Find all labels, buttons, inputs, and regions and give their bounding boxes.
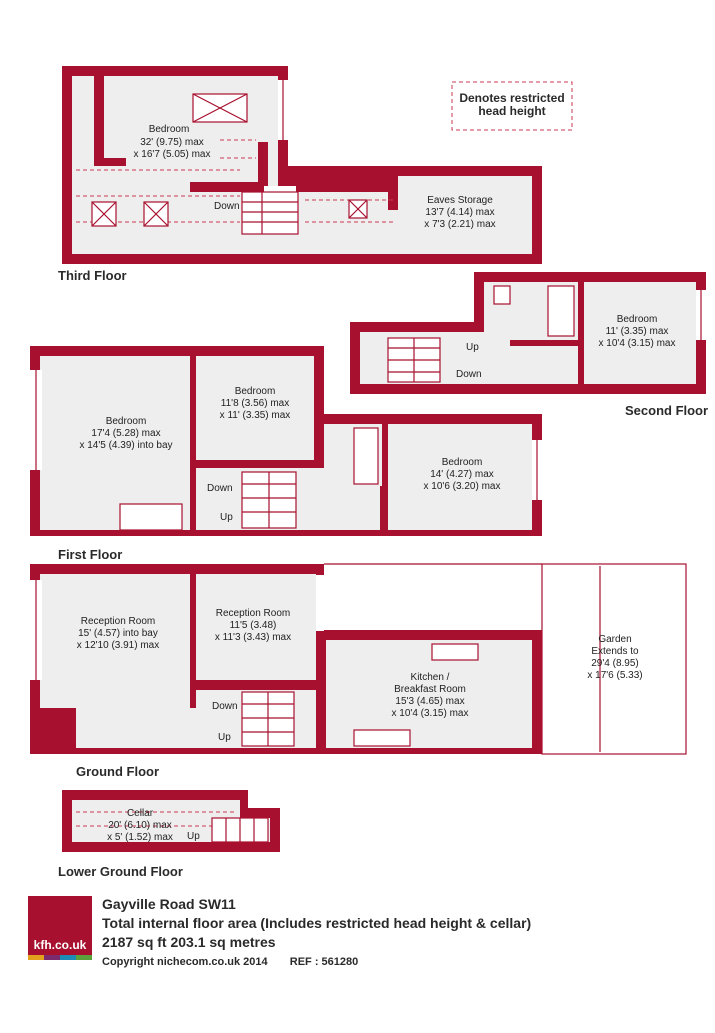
logo-bar-2 (44, 955, 60, 960)
cellar-name: Cellar (126, 808, 154, 819)
cellar-dim2: x 5' (1.52) max (107, 832, 173, 843)
first-bedroom2-dim1: 11'8 (3.56) max (220, 398, 290, 409)
ground-floor-plan (30, 564, 686, 754)
second-bedroom-name: Bedroom (616, 314, 658, 325)
first-bedroom1-dim1: 17'4 (5.28) max (91, 428, 161, 439)
eaves-dim2: x 7'3 (2.21) max (424, 219, 496, 230)
first-bedroom3-dim1: 14' (4.27) max (430, 469, 494, 480)
second-floor-title: Second Floor (625, 403, 709, 418)
ground-down-label: Down (212, 701, 238, 712)
first-bedroom1-name: Bedroom (105, 416, 147, 427)
kitchen-dim1: 15'3 (4.65) max (395, 696, 465, 707)
first-bedroom1-dim2: x 14'5 (4.39) into bay (79, 440, 173, 451)
first-up-label: Up (220, 512, 233, 523)
logo-bar-4 (76, 955, 92, 960)
ground-reception1-dim1: 15' (4.57) into bay (78, 628, 158, 639)
second-bedroom-dim1: 11' (3.35) max (605, 326, 669, 337)
third-bedroom-dim2: x 16'7 (5.05) max (133, 149, 211, 160)
lower-up-label: Up (187, 831, 200, 842)
second-up-label: Up (466, 342, 479, 353)
legend-line1: Denotes restricted (459, 91, 565, 105)
area-value: 2187 sq ft 203.1 sq metres (102, 934, 276, 950)
third-bedroom-dim1: 32' (9.75) max (140, 137, 204, 148)
lower-ground-floor-title: Lower Ground Floor (58, 864, 183, 879)
legend-line2: head height (478, 104, 546, 118)
kitchen-name2: Breakfast Room (394, 684, 466, 695)
first-bedroom3-dim2: x 10'6 (3.20) max (423, 481, 501, 492)
reference: REF : 561280 (289, 956, 359, 968)
copyright: Copyright nichecom.co.uk 2014 (102, 956, 268, 968)
property-address: Gayville Road SW11 (102, 896, 236, 912)
logo-text: kfh.co.uk (33, 938, 87, 952)
garden-dim1: 29'4 (8.95) (591, 658, 639, 669)
kfh-logo[interactable] (28, 896, 92, 960)
first-bedroom2-dim2: x 11' (3.35) max (219, 410, 291, 421)
ground-reception2-dim1: 11'5 (3.48) (229, 620, 277, 631)
first-bedroom2-name: Bedroom (234, 386, 276, 397)
copyright-line (102, 956, 358, 968)
area-note: Total internal floor area (Includes restricted head height & cellar) (102, 915, 532, 931)
garden-dim2: x 17'6 (5.33) (587, 670, 643, 681)
third-floor-title: Third Floor (58, 268, 127, 283)
eaves-name: Eaves Storage (427, 195, 493, 206)
garden-name: Garden (598, 634, 632, 645)
kitchen-dim2: x 10'4 (3.15) max (391, 708, 469, 719)
third-bedroom-name: Bedroom (148, 124, 190, 135)
second-down-label: Down (456, 369, 482, 380)
first-floor-title: First Floor (58, 547, 123, 562)
ground-reception1-dim2: x 12'10 (3.91) max (76, 640, 160, 651)
restricted-height-legend (454, 92, 570, 118)
ground-reception2-dim2: x 11'3 (3.43) max (214, 632, 292, 643)
first-down-label: Down (207, 483, 233, 494)
first-bedroom3-name: Bedroom (441, 457, 483, 468)
ground-up-label: Up (218, 732, 231, 743)
second-bedroom-dim2: x 10'4 (3.15) max (598, 338, 676, 349)
garden-line2: Extends to (591, 646, 639, 657)
logo-bar-3 (60, 955, 76, 960)
eaves-dim1: 13'7 (4.14) max (425, 207, 495, 218)
cellar-dim1: 20' (6.10) max (108, 820, 172, 831)
ground-reception1-name: Reception Room (80, 616, 156, 627)
logo-bar-1 (28, 955, 44, 960)
third-down-label: Down (214, 201, 240, 212)
kitchen-name: Kitchen / (410, 672, 450, 683)
ground-floor-title: Ground Floor (76, 764, 160, 779)
ground-reception2-name: Reception Room (215, 608, 291, 619)
